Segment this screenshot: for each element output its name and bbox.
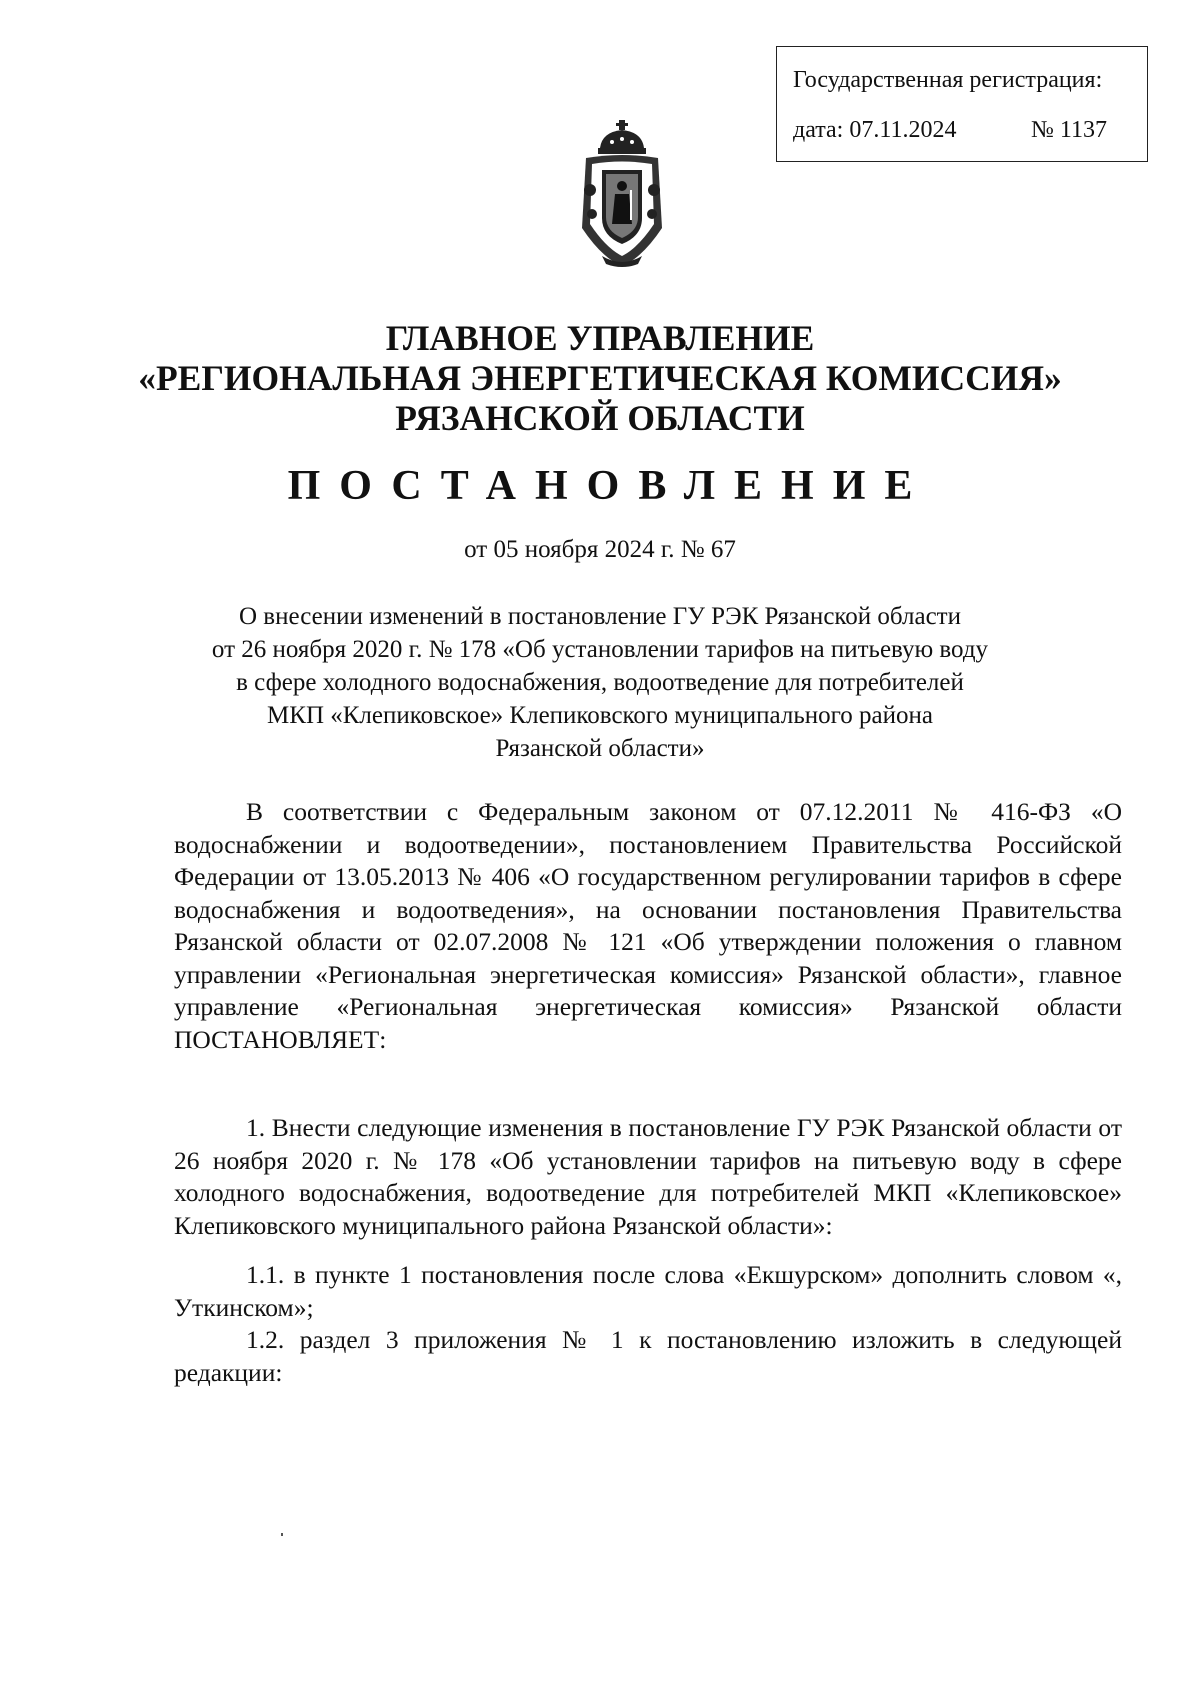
- registration-title: Государственная регистрация:: [793, 67, 1103, 93]
- authority-line-1: ГЛАВНОЕ УПРАВЛЕНИЕ: [385, 318, 815, 358]
- authority-line-2: «РЕГИОНАЛЬНАЯ ЭНЕРГЕТИЧЕСКАЯ КОМИССИЯ»: [138, 358, 1062, 398]
- item-1-1-paragraph: 1.1. в пункте 1 постановления после слова «Екшурском» дополнить словом «, Уткинском»;: [174, 1260, 1122, 1322]
- registration-number: № 1137: [1031, 117, 1108, 143]
- scan-artifact: [281, 1533, 283, 1536]
- registration-date: дата: 07.11.2024: [793, 117, 957, 143]
- subject-line: О внесении изменений в постановление ГУ РЭК Рязанской области: [239, 603, 961, 630]
- item-1-paragraph: 1. Внести следующие изменения в постановление ГУ РЭК Рязанской области от 26 ноября 2020 г. № 178 «Об установлении тарифов на питьевую воду в сфере холодного водоснабжения, водоотведение для потребителей МКП «Клепиковское» Клепиковского муниципального района Рязанской области»:: [174, 1113, 1122, 1240]
- coat-of-arms-icon: [572, 118, 672, 270]
- registration-stamp: [776, 46, 1148, 162]
- authority-line-3: РЯЗАНСКОЙ ОБЛАСТИ: [395, 398, 805, 438]
- item-1-2-paragraph: 1.2. раздел 3 приложения № 1 к постановлению изложить в следующей редакции:: [174, 1325, 1122, 1387]
- subject-line: МКП «Клепиковское» Клепиковского муниципального района: [267, 702, 933, 729]
- decree-title: ПОСТАНОВЛЕНИЕ: [287, 463, 932, 509]
- authority-name: [100, 318, 1100, 438]
- subject-line: от 26 ноября 2020 г. № 178 «Об установлении тарифов на питьевую воду: [211, 636, 989, 663]
- subject-line: в сфере холодного водоснабжения, водоотведение для потребителей: [236, 669, 964, 696]
- subject-line: Рязанской области»: [495, 735, 705, 762]
- decree-subject: [180, 600, 1020, 765]
- decree-date-number: от 05 ноября 2024 г. № 67: [464, 536, 736, 563]
- preamble-paragraph: В соответствии с Федеральным законом от 07.12.2011 № 416-ФЗ «О водоснабжении и водоотведении», постановлением Правительства Российской Федерации от 13.05.2013 № 406 «О государственном регулировании тарифов в сфере водоснабжения и водоотведения», на основании постановления Правительства Рязанской области от 02.07.2008 № 121 «Об утверждении положения о главном управлении «Региональная энергетическая комиссия» Рязанской области», главное управление «Региональная энергетическая комиссия» Рязанской области ПОСТАНОВЛЯЕТ:: [174, 797, 1122, 1054]
